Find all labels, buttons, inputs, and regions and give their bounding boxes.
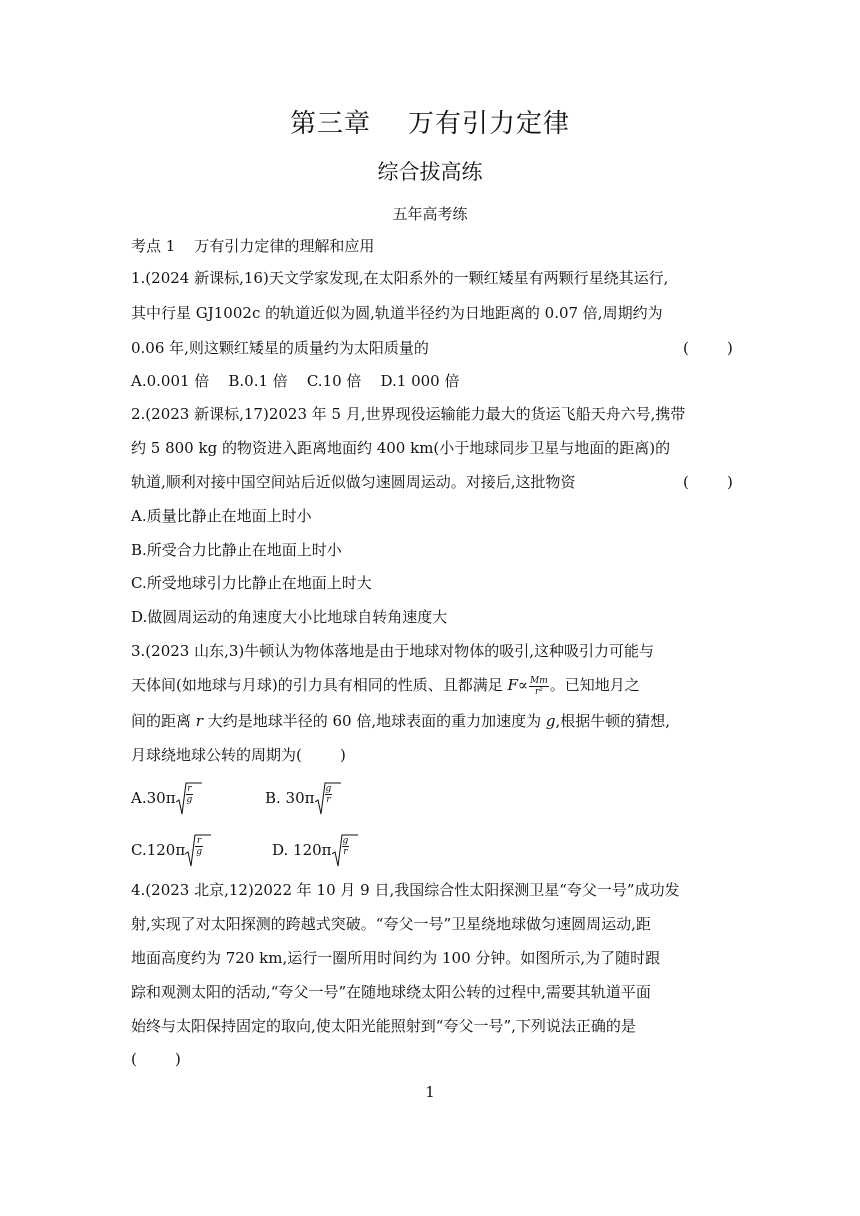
q1-line-3: 0.06 年,则这颗红矮星的质量约为太阳质量的: [131, 339, 429, 357]
q1-line-1: 1.(2024 新课标,16)天文学家发现,在太阳系外的一颗红矮星有两颗行星绕其运行,: [131, 269, 669, 287]
q3-option-c-label: C.120π: [131, 841, 186, 859]
q2-line-3: 轨道,顺利对接中国空间站后近似做匀速圆周运动。对接后,这批物资: [131, 473, 576, 491]
var-r: r: [195, 712, 203, 730]
q2-option-a: A.质量比静止在地面上时小: [131, 507, 312, 525]
subsection-title: 五年高考练: [392, 205, 468, 223]
section-title: 综合拔高练: [377, 160, 483, 184]
frac-numerator: g: [342, 836, 349, 846]
q2-option-b: B.所受合力比静止在地面上时小: [131, 541, 342, 559]
page-number: 1: [425, 1083, 435, 1101]
formula-numerator: Mm: [530, 675, 548, 686]
q3-line-3-text: 间的距离: [131, 712, 196, 730]
frac-numerator: g: [325, 784, 332, 794]
q3-line-3-tail: ,根据牛顿的猜想,: [555, 712, 671, 730]
force-formula-fraction: [529, 676, 549, 697]
q2-line-1: 2.(2023 新课标,17)2023 年 5 月,世界现役运输能力最大的货运飞船天舟六号,携带: [131, 405, 686, 423]
frac-numerator: r: [187, 784, 192, 794]
q4-line-2: 射,实现了对太阳探测的跨越式突破。“夸父一号”卫星绕地球做匀速圆周运动,距: [131, 915, 651, 933]
q2-line-2: 约 5 800 kg 的物资进入距离地面约 400 km(小于地球同步卫星与地面的距离)的: [131, 439, 671, 457]
q4-line-1: 4.(2023 北京,12)2022 年 10 月 9 日,我国综合性太阳探测卫星“夸父一号”成功发: [131, 881, 680, 899]
q2-option-c: C.所受地球引力比静止在地面上时大: [131, 574, 372, 592]
var-g: g: [545, 712, 556, 730]
q3-line-3: [131, 711, 670, 731]
q4-line-6: ( ): [131, 1050, 181, 1068]
topic-heading: 考点 1 万有引力定律的理解和应用: [131, 237, 375, 255]
sqrt-symbol: [315, 782, 334, 816]
q3-option-c: [131, 834, 204, 868]
q3-line-4: 月球绕地球公转的周期为( ): [131, 746, 346, 764]
frac-denominator: g: [186, 795, 193, 805]
q1-options: A.0.001 倍 B.0.1 倍 C.10 倍 D.1 000 倍: [131, 372, 460, 390]
frac-denominator: r: [343, 847, 348, 857]
q3-line-1: 3.(2023 山东,3)牛顿认为物体落地是由于地球对物体的吸引,这种吸引力可能与: [131, 642, 655, 660]
q3-option-a: [131, 782, 194, 816]
frac-numerator: r: [196, 836, 202, 846]
q3-option-d-label: D. 120π: [272, 841, 332, 859]
q1-line-2: 其中行星 GJ1002c 的轨道近似为圆,轨道半径约为日地距离的 0.07 倍,周期约为: [131, 304, 663, 322]
q1-answer-paren: ( ): [683, 339, 733, 357]
sqrt-symbol: [185, 834, 204, 868]
q3-option-b-label: B. 30π: [265, 789, 315, 807]
q3-option-a-label: A.30π: [131, 789, 176, 807]
q3-option-b: [265, 782, 333, 816]
force-formula-symbol: F∝: [507, 676, 529, 694]
sqrt-symbol: [332, 834, 351, 868]
formula-denominator: r²: [534, 686, 543, 697]
q2-answer-paren: ( ): [683, 473, 733, 491]
frac-denominator: r: [326, 795, 331, 805]
q4-line-4: 踪和观测太阳的活动,“夸父一号”在随地球绕太阳公转的过程中,需要其轨道平面: [131, 983, 651, 1001]
sqrt-symbol: [176, 782, 195, 816]
q4-line-5: 始终与太阳保持固定的取向,使太阳光能照射到“夸父一号”,下列说法正确的是: [131, 1017, 636, 1035]
q4-line-3: 地面高度约为 720 km,运行一圈所用时间约为 100 分钟。如图所示,为了随时跟: [131, 949, 661, 967]
q3-option-d: [272, 834, 350, 868]
q2-option-d: D.做圆周运动的角速度大小比地球自转角速度大: [131, 608, 448, 626]
q3-line-2-text: 天体间(如地球与月球)的引力具有相同的性质、且都满足: [131, 676, 508, 694]
q3-line-2-tail: 。已知地月之: [549, 676, 640, 694]
chapter-title: 第三章 万有引力定律: [289, 109, 571, 139]
q3-line-3-mid: 大约是地球半径的 60 倍,地球表面的重力加速度为: [202, 712, 546, 730]
frac-denominator: g: [196, 847, 202, 857]
q3-line-2: [131, 675, 640, 697]
